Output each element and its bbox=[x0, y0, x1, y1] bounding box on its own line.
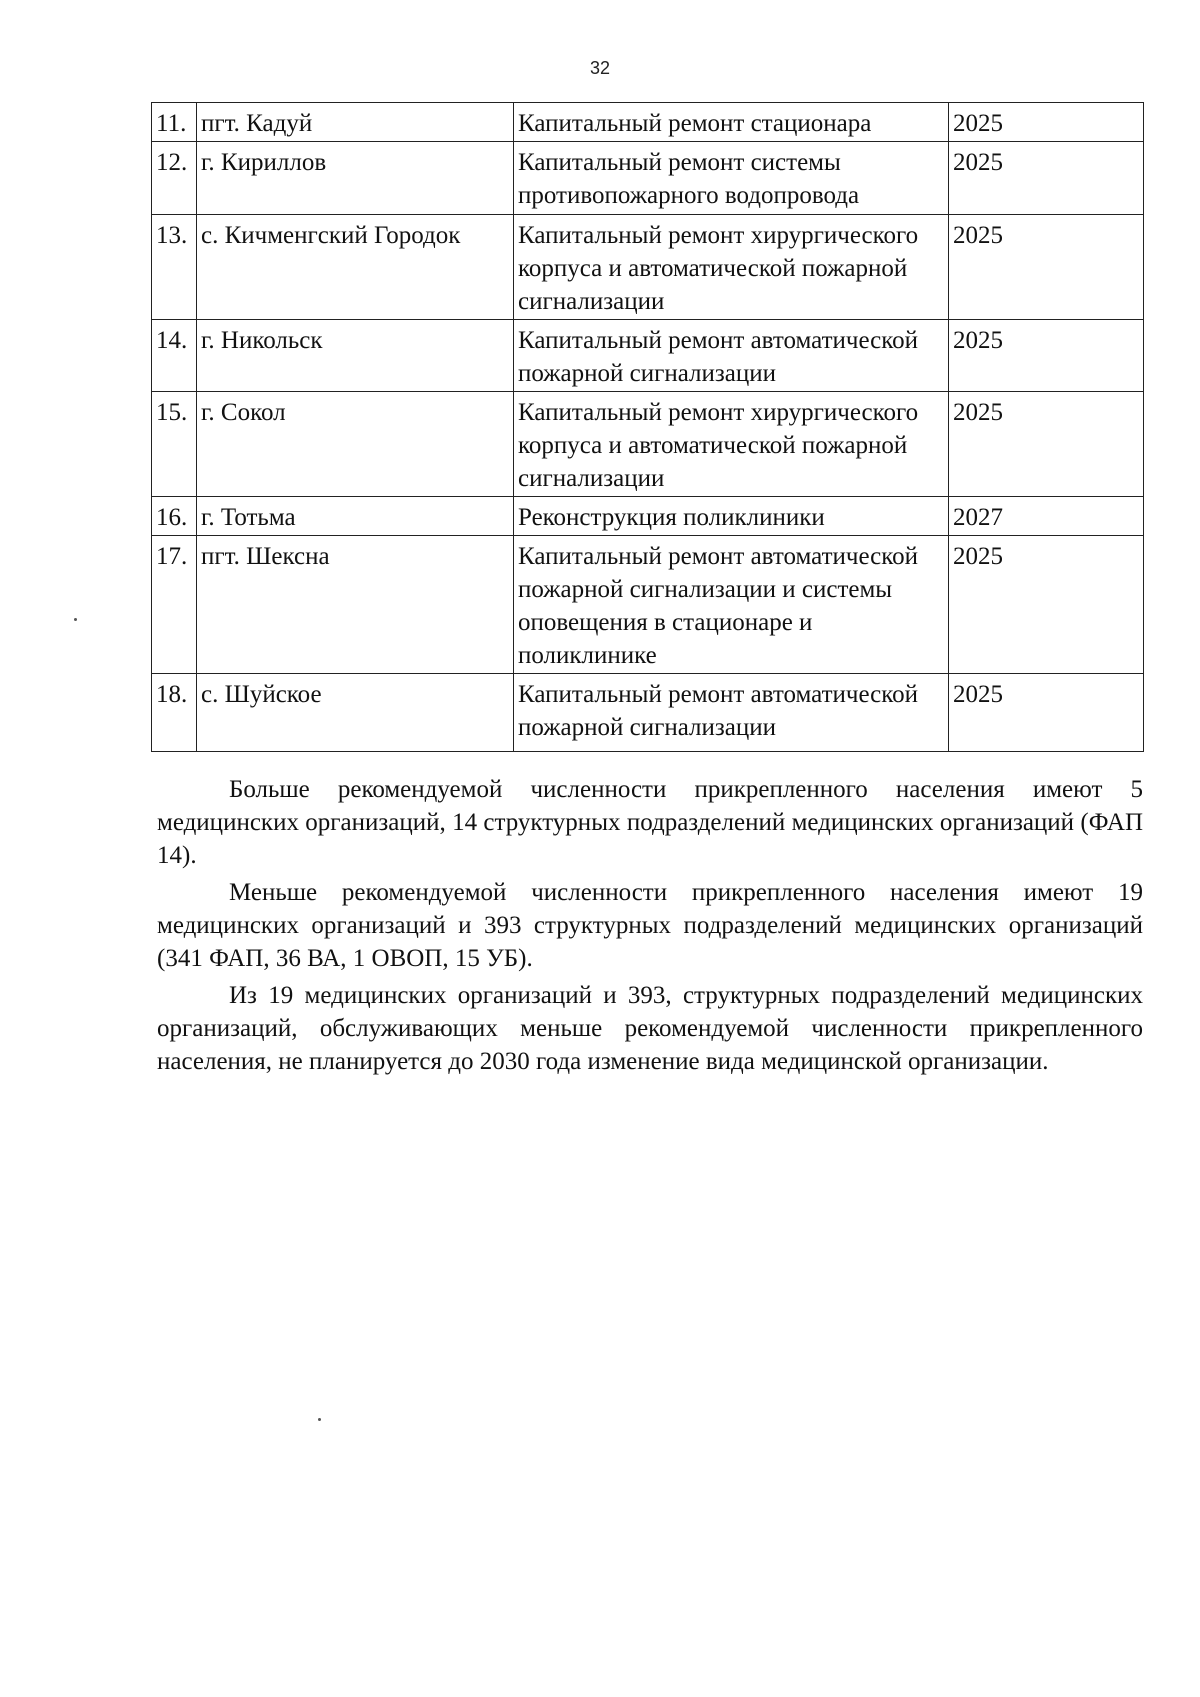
row-number: 11. bbox=[152, 103, 197, 142]
row-number: 18. bbox=[152, 674, 197, 752]
work-cell: Капитальный ремонт хирургического корпуса и автоматической пожарной сигнализации bbox=[514, 215, 949, 320]
settlement-cell: с. Кичменгский Городок bbox=[197, 215, 514, 320]
scan-speck bbox=[318, 1418, 321, 1421]
year-cell: 2025 bbox=[949, 536, 1144, 674]
table-row bbox=[152, 142, 1144, 215]
work-cell: Капитальный ремонт автоматической пожарной сигнализации bbox=[514, 320, 949, 392]
year-cell: 2025 bbox=[949, 215, 1144, 320]
settlement-cell: с. Шуйское bbox=[197, 674, 514, 752]
settlement-cell: пгт. Шексна bbox=[197, 536, 514, 674]
table-row bbox=[152, 392, 1144, 497]
table-row bbox=[152, 215, 1144, 320]
settlement-cell: г. Никольск bbox=[197, 320, 514, 392]
table-row bbox=[152, 497, 1144, 536]
settlement-cell: г. Кириллов bbox=[197, 142, 514, 215]
work-cell: Капитальный ремонт хирургического корпуса и автоматической пожарной сигнализации bbox=[514, 392, 949, 497]
row-number: 13. bbox=[152, 215, 197, 320]
work-cell: Реконструкция поликлиники bbox=[514, 497, 949, 536]
paragraph: Из 19 медицинских организаций и 393, структурных подразделений медицинских организаций, обслуживающих меньше рекомендуемой численности прикрепленного населения, не планируется до 2030 года изменение вида медицинской организации. bbox=[157, 982, 1143, 1075]
table-row bbox=[152, 320, 1144, 392]
row-number: 12. bbox=[152, 142, 197, 215]
table-row bbox=[152, 103, 1144, 142]
settlement-cell: пгт. Кадуй bbox=[197, 103, 514, 142]
year-cell: 2025 bbox=[949, 674, 1144, 752]
year-cell: 2025 bbox=[949, 103, 1144, 142]
table-row bbox=[152, 536, 1144, 674]
work-cell: Капитальный ремонт стационара bbox=[514, 103, 949, 142]
page-number: 32 bbox=[589, 58, 611, 78]
paragraph: Меньше рекомендуемой численности прикрепленного населения имеют 19 медицинских организаций и 393 структурных подразделений медицинских организаций (341 ФАП, 36 ВА, 1 ОВОП, 15 УБ). bbox=[157, 879, 1143, 972]
settlement-cell: г. Сокол bbox=[197, 392, 514, 497]
works-table bbox=[151, 102, 1144, 752]
year-cell: 2027 bbox=[949, 497, 1144, 536]
year-cell: 2025 bbox=[949, 142, 1144, 215]
paragraph: Больше рекомендуемой численности прикрепленного населения имеют 5 медицинских организаций, 14 структурных подразделений медицинских организаций (ФАП 14). bbox=[157, 776, 1143, 869]
work-cell: Капитальный ремонт автоматической пожарной сигнализации и системы оповещения в стационаре и поликлинике bbox=[514, 536, 949, 674]
body-text bbox=[157, 773, 1143, 1082]
row-number: 14. bbox=[152, 320, 197, 392]
year-cell: 2025 bbox=[949, 392, 1144, 497]
row-number: 17. bbox=[152, 536, 197, 674]
row-number: 16. bbox=[152, 497, 197, 536]
scan-speck bbox=[74, 618, 77, 621]
work-cell: Капитальный ремонт автоматической пожарной сигнализации bbox=[514, 674, 949, 752]
year-cell: 2025 bbox=[949, 320, 1144, 392]
work-cell: Капитальный ремонт системы противопожарного водопровода bbox=[514, 142, 949, 215]
table-row bbox=[152, 674, 1144, 752]
settlement-cell: г. Тотьма bbox=[197, 497, 514, 536]
row-number: 15. bbox=[152, 392, 197, 497]
